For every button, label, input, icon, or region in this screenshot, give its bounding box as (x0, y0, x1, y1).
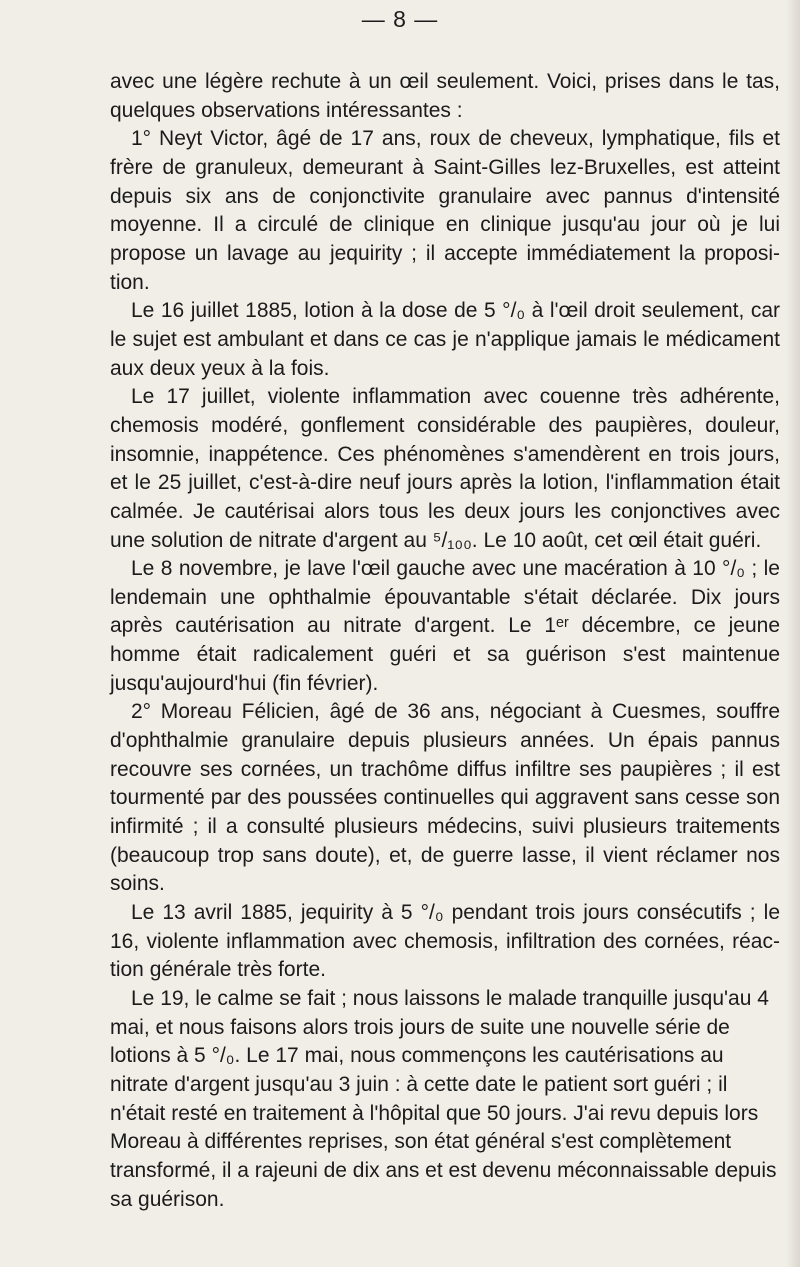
paragraph-case-2: 2° Moreau Félicien, âgé de 36 ans, négociant à Cuesmes, souffre d'ophthalmie granulaire depuis plusieurs années. Un épais pannus recouvre ses cornées, un trachôme diffus infiltre ses paupières ; il est tourmenté par des poussées continuelles qui aggravent sans cesse son infirmité ; il a consulté plusieurs médecins, suivi plusieurs traitements (beaucoup trop sans doute), et, de guerre lasse, il vient réclamer nos soins. (110, 700, 780, 896)
paragraph-case-1-november-8: Le 8 novembre, je lave l'œil gauche avec une macération à 10 °/₀ ; le lendemain une ophthalmie épouvantable s'était déclarée. Dix jours après cautérisation au nitrate d'argent. Le 1ᵉʳ décembre, ce jeune homme était radicalement guéri et sa guérison s'est maintenue jusqu'aujourd'hui (fin février). (110, 557, 780, 695)
page-number: — 8 — (361, 6, 439, 32)
paragraph-intro: avec une légère rechute à un œil seulement. Voici, prises dans le tas, quelques observations intéressantes : (110, 70, 780, 122)
body-text (110, 68, 780, 1214)
paragraph-case-1-july-16: Le 16 juillet 1885, lotion à la dose de 5 °/₀ à l'œil droit seulement, car le sujet est ambulant et dans ce cas je n'applique jamais le médicament aux deux yeux à la fois. (110, 299, 780, 380)
paragraph-case-2-april-13: Le 13 avril 1885, jequirity à 5 °/₀ pendant trois jours consécutifs ; le 16, violente inflammation avec chemosis, infiltration des cornées, réaction générale très forte. (110, 901, 780, 982)
paragraph-case-2-follow-up: Le 19, le calme se fait ; nous laissons le malade tranquille jusqu'au 4 mai, et nous faisons alors trois jours de suite une nouvelle série de lotions à 5 °/₀. Le 17 mai, nous commençons les cautérisations au nitrate d'argent jusqu'au 3 juin : à cette date le patient sort guéri ; il n'était resté en traitement à l'hôpital que 50 jours. J'ai revu depuis lors Moreau à différentes reprises, son état général s'est complètement transformé, il a rajeuni de dix ans et est devenu méconnaissable depuis sa guérison. (110, 987, 777, 1211)
paragraph-case-1: 1° Neyt Victor, âgé de 17 ans, roux de cheveux, lymphatique, fils et frère de granuleux, demeurant à Saint-Gilles lez-Bruxelles, est atteint depuis six ans de conjonctivite granulaire avec pannus d'intensité moyenne. Il a circulé de clinique en clinique jusqu'au jour où je lui propose un lavage au jequirity ; il accepte immédiatement la proposition. (110, 127, 780, 294)
paragraph-case-1-july-17: Le 17 juillet, violente inflammation avec couenne très adhérente, chemosis modéré, gonflement considérable des paupières, douleur, insomnie, inappétence. Ces phénomènes s'amendèrent en trois jours, et le 25 juillet, c'est-à-dire neuf jours après la lotion, l'inflammation était calmée. Je cautérisai alors tous les deux jours les conjonctives avec une solution de nitrate d'argent au ⁵/₁₀₀. Le 10 août, cet œil était guéri. (110, 385, 780, 552)
page-edge-shadow (786, 0, 800, 1267)
